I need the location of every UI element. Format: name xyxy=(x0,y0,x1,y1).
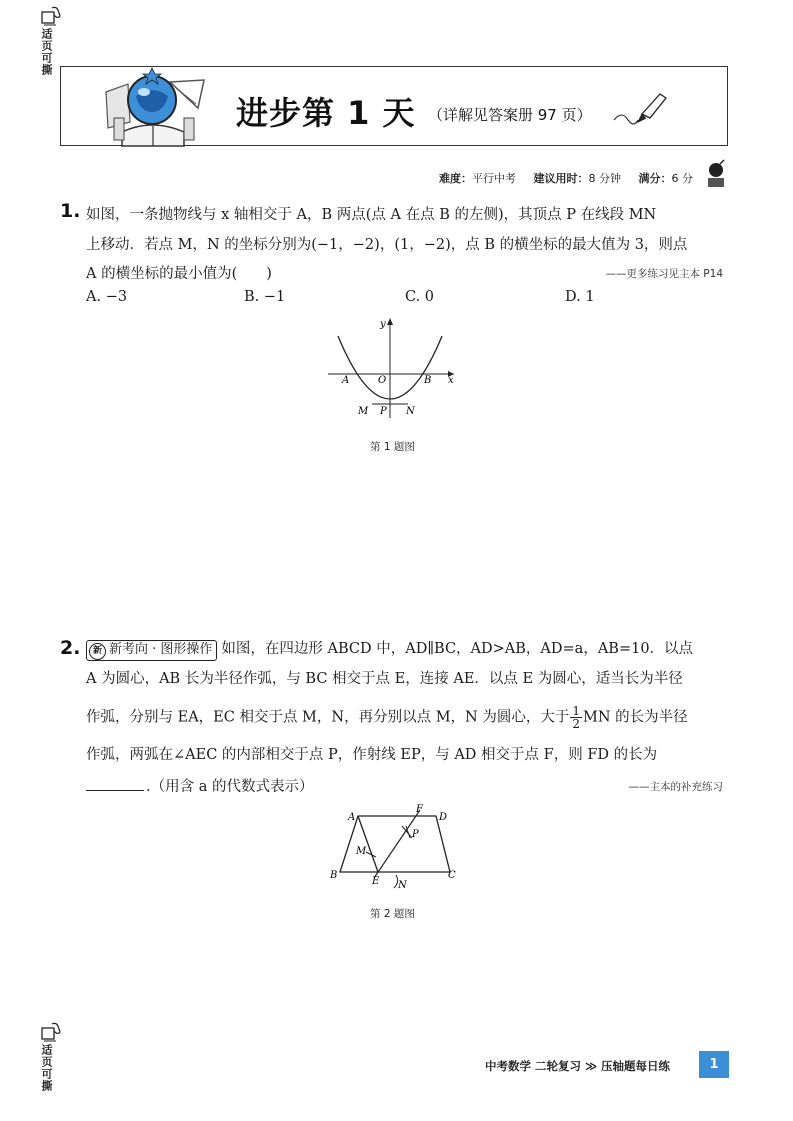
q1-choice-a: A. −3 xyxy=(86,289,128,305)
difficulty-value: 平行中考 xyxy=(472,172,516,185)
difficulty-meta xyxy=(439,170,693,186)
q2-line-3-post: MN 的长为半径 xyxy=(583,709,688,726)
new-direction-tag xyxy=(86,640,217,661)
time-label: 建议用时： xyxy=(533,172,589,185)
q1-line-1: 如图，一条抛物线与 x 轴相交于 A，B 两点(点 A 在点 B 的左侧)，其顶点 P 在线段 MN xyxy=(86,207,657,223)
page-number: 1 xyxy=(699,1051,729,1078)
fraction-numerator: 1 xyxy=(572,704,580,718)
point-label-n: N xyxy=(406,406,415,417)
q1-choice-d: D. 1 xyxy=(565,289,595,305)
vertex-label-d: D xyxy=(439,812,448,823)
point-label-n: N xyxy=(398,880,407,891)
vertex-label-c: C xyxy=(448,870,456,881)
q1-choice-b: B. −1 xyxy=(244,289,286,305)
fountain-pen-icon xyxy=(612,88,672,128)
q2-figure-caption: 第 2 题图 xyxy=(370,908,415,920)
q1-figure-caption: 第 1 题图 xyxy=(370,441,415,453)
q2-line-1 xyxy=(86,637,693,661)
q1-number: 1. xyxy=(60,200,81,222)
vertex-label-b: B xyxy=(330,870,338,881)
q1-line-2: 上移动．若点 M，N 的坐标分别为(−1，−2)，(1，−2)，点 B 的横坐标的最大值为 3，则点 xyxy=(86,237,688,253)
axis-label-y: y xyxy=(380,319,386,330)
fraction-one-half xyxy=(570,705,582,730)
point-label-e: E xyxy=(372,876,380,887)
tear-off-label: 适页可撕 xyxy=(40,28,53,76)
point-label-m: M xyxy=(358,406,369,417)
q2-line-4: 作弧，两弧在∠AEC 的内部相交于点 P，作射线 EP，与 AD 相交于点 F，则 FD 的长为 xyxy=(86,747,658,763)
tear-off-label: 适页可撕 xyxy=(40,1044,53,1092)
vertex-label-a: A xyxy=(348,812,356,823)
point-label-f: F xyxy=(416,804,423,815)
point-label-b: B xyxy=(424,375,432,386)
origin-label: O xyxy=(378,375,387,386)
answer-reference: （详解见答案册 97 页） xyxy=(428,106,592,124)
answer-blank[interactable] xyxy=(86,790,144,791)
axis-label-x: x xyxy=(448,375,454,386)
q2-line-3-pre: 作弧，分别与 EA，EC 相交于点 M，N，再分别以点 M，N 为圆心，大于 xyxy=(86,709,570,726)
footer-series-title: 中考数学 二轮复习 ≫ 压轴题每日练 xyxy=(485,1059,671,1073)
page-title: 进步第 1 天 xyxy=(236,94,416,132)
point-label-a: A xyxy=(342,375,350,386)
fraction-denominator: 2 xyxy=(572,717,580,731)
q2-line-1-text: 如图，在四边形 ABCD 中，AD∥BC，AD>AB，AD=a，AB=10．以点 xyxy=(221,641,694,657)
time-value: 8 分钟 xyxy=(588,172,621,185)
q1-reference: ——更多练习见主本 P14 xyxy=(605,268,723,280)
q2-line-3 xyxy=(86,705,688,730)
q1-line-3: A 的横坐标的最小值为( ) xyxy=(86,266,272,282)
tear-off-tab-bottom xyxy=(38,1022,64,1092)
q2-quadrilateral-figure xyxy=(322,800,472,895)
score-value: 6 分 xyxy=(671,172,693,185)
astronaut-reading-illustration xyxy=(100,62,210,150)
tear-hand-icon xyxy=(40,1022,62,1042)
q2-reference: ——主本的补充练习 xyxy=(628,781,723,793)
point-label-p: P xyxy=(380,406,387,417)
q2-line-5 xyxy=(86,775,313,796)
q1-choice-c: C. 0 xyxy=(405,289,435,305)
difficulty-label: 难度： xyxy=(439,172,472,185)
new-badge-icon: 新 xyxy=(89,643,106,660)
new-direction-tag-text: 新考向 · 图形操作 xyxy=(109,642,213,657)
point-label-p: P xyxy=(412,829,419,840)
q2-line-5-text: .（用含 a 的代数式表示） xyxy=(146,779,314,795)
point-label-m: M xyxy=(356,846,367,857)
tear-hand-icon xyxy=(40,6,62,26)
q1-parabola-figure xyxy=(320,312,470,422)
score-label: 满分： xyxy=(638,172,672,185)
q2-line-2: A 为圆心，AB 长为半径作弧，与 BC 相交于点 E，连接 AE．以点 E 为圆心，适当长为半径 xyxy=(86,671,683,687)
q2-number: 2. xyxy=(60,637,81,659)
bomb-icon xyxy=(704,158,728,188)
